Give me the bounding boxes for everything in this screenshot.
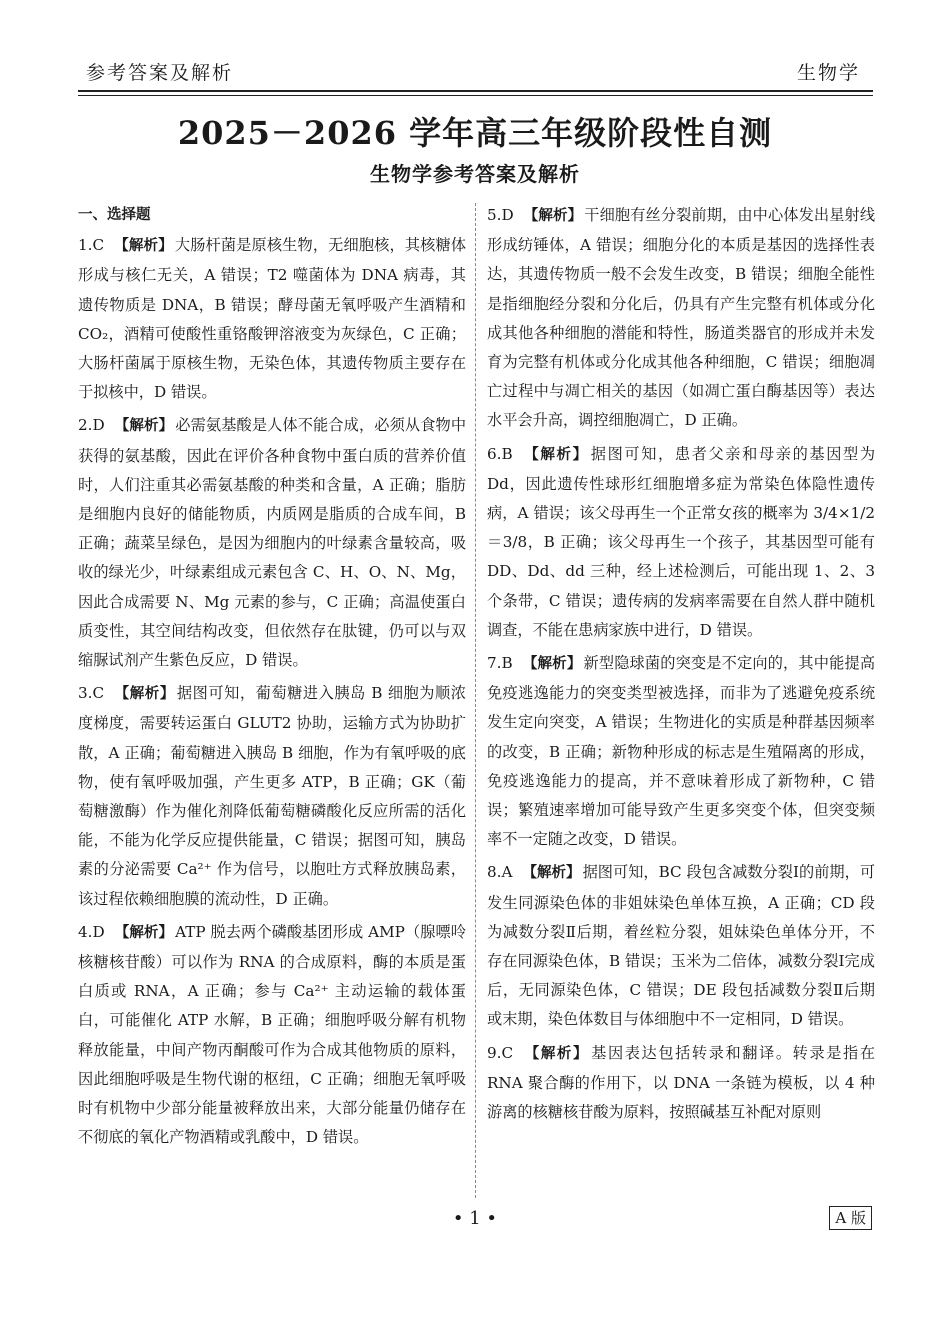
question-number: 8.A [487, 863, 513, 882]
question-number: 4.D [78, 922, 105, 941]
version-badge: A 版 [829, 1206, 872, 1230]
question-text: ATP 脱去两个磷酸基团形成 AMP（腺嘌呤核糖核苷酸）可以作为 RNA 的合成原料，酶的本质是蛋白质或 RNA，A 正确；参与 Ca²⁺ 主动运输的载体蛋白，可能催化 ATP 水解，B 正确；细胞呼吸分解有机物释放能量，中间产物丙酮酸可作为合成其他物质的原料，因此细胞呼吸是生物代谢的枢纽，C 正确；细胞无氧呼吸时有机物中少部分能量被释放出来，大部分能量仍储存在不彻底的氧化产物酒精或乳酸中，D 错误。 [78, 922, 466, 1147]
question-item [487, 1039, 875, 1128]
question-number: 7.B [487, 654, 513, 673]
header-left-label: 参考答案及解析 [86, 62, 234, 84]
analysis-tag: 【解析】 [114, 418, 174, 435]
analysis-tag: 【解析】 [523, 1045, 590, 1062]
header-subject-label: 生物学 [796, 62, 860, 84]
question-text: 干细胞有丝分裂前期，由中心体发出星射线形成纺锤体，A 错误；细胞分化的本质是基因的选择性表达，其遗传物质一般不会发生改变，B 错误；细胞全能性是指细胞经分裂和分化后，仍具有产生完整有机体或分化成其他各种细胞的潜能和特性，肠道类器官的形成并未发育为完整有机体或分化成其他各种细胞，C 错误；细胞凋亡过程中与凋亡相关的基因（如凋亡蛋白酶基因等）表达水平会升高，调控细胞凋亡，D 正确。 [487, 206, 876, 430]
question-text: 据图可知，患者父亲和母亲的基因型为 Dd，因此遗传性球形红细胞增多症为常染色体隐性遗传病，A 错误；该父母再生一个正常女孩的概率为 3/4×1/2＝3/8，B 正确；该父母再生一个孩子，其基因型可能有 DD、Dd、dd 三种，经上述检测后，可能出现 1、2、3 个条带，C 错误；遗传病的发病率需要在自然人群中随机调查，不能在患病家族中进行，D 错误。 [487, 444, 876, 639]
question-item [78, 679, 466, 914]
analysis-tag: 【解析】 [522, 865, 581, 882]
analysis-tag: 【解析】 [114, 924, 174, 941]
question-text: 大肠杆菌是原核生物，无细胞核，其核糖体形成与核仁无关，A 错误；T2 噬菌体为 DNA 病毒，其遗传物质是 DNA，B 错误；酵母菌无氧呼吸产生酒精和 CO₂，酒精可使酸性重铬酸钾溶液变为灰绿色，C 正确；大肠杆菌属于原核生物，无染色体，其遗传物质主要存在于拟核中，D 错误。 [78, 236, 467, 402]
question-item [78, 918, 466, 1153]
question-number: 6.B [487, 444, 513, 463]
page-subtitle: 生物学参考答案及解析 [370, 162, 580, 186]
analysis-tag: 【解析】 [522, 446, 589, 463]
header-rule-thick [78, 90, 873, 92]
question-item [78, 411, 466, 675]
question-number: 5.D [487, 206, 514, 224]
right-column [487, 201, 875, 1131]
question-number: 2.D [78, 416, 105, 435]
left-column [78, 201, 466, 1157]
question-text: 据图可知，BC 段包含减数分裂Ⅰ的前期，可发生同源染色体的非姐妹染色单体互换，A 正确；CD 段为减数分裂Ⅱ后期，着丝粒分裂，姐妹染色单体分开，不存在同源染色体，B 错误；玉米为二倍体，减数分裂Ⅰ完成后，无同源染色体，C 错误；DE 段包括减数分裂Ⅱ后期或末期，染色体数目与体细胞中不一定相同，D 错误。 [487, 863, 876, 1029]
question-item [487, 858, 875, 1034]
question-text: 必需氨基酸是人体不能合成，必须从食物中获得的氨基酸，因此在评价各种食物中蛋白质的营养价值时，人们注重其必需氨基酸的种类和含量，A 正确；脂肪是细胞内良好的储能物质，内质网是脂质的合成车间，B 正确；蔬菜呈绿色，是因为细胞内的叶绿素含量较高，吸收的绿光少，叶绿素组成元素包含 C、H、O、N、Mg，因此合成需要 N、Mg 元素的参与，C 正确；高温使蛋白质变性，其空间结构改变，但依然存在肽键，仍可以与双缩脲试剂产生紫色反应，D 错误。 [78, 416, 467, 670]
analysis-tag: 【解析】 [522, 656, 582, 673]
analysis-tag: 【解析】 [114, 686, 175, 703]
section-heading: 一、选择题 [78, 207, 151, 223]
question-number: 1.C [78, 236, 105, 255]
page-number: • 1 • [452, 1208, 498, 1229]
page-title: 2025－2026 学年高三年级阶段性自测 [177, 114, 773, 152]
question-item [78, 231, 466, 407]
question-number: 3.C [78, 684, 105, 703]
analysis-tag: 【解析】 [114, 238, 173, 255]
question-text: 据图可知，葡萄糖进入胰岛 B 细胞为顺浓度梯度，需要转运蛋白 GLUT2 协助，运输方式为协助扩散，A 正确；葡萄糖进入胰岛 B 细胞，作为有氧呼吸的底物，使有氧呼吸加强，产生更多 ATP，B 正确；GK（葡萄糖激酶）作为催化剂降低葡萄糖磷酸化反应所需的活化能，不能为化学反应提供能量，C 错误；据图可知，胰岛素的分泌需要 Ca²⁺ 作为信号，以胞吐方式释放胰岛素，该过程依赖细胞膜的流动性，D 正确。 [78, 684, 466, 908]
question-item [487, 201, 875, 436]
question-item [487, 649, 875, 854]
header-rule-thin [78, 95, 873, 96]
question-number: 9.C [487, 1043, 514, 1062]
column-divider [475, 203, 476, 1198]
question-item [487, 440, 875, 645]
question-text: 基因表达包括转录和翻译。转录是指在 RNA 聚合酶的作用下，以 DNA 一条链为模板，以 4 种游离的核糖核苷酸为原料，按照碱基互补配对原则 [487, 1043, 876, 1122]
question-text: 新型隐球菌的突变是不定向的，其中能提高免疫逃逸能力的突变类型被选择，而非为了逃避免疫系统发生定向突变，A 错误；生物进化的实质是种群基因频率的改变，B 正确；新物种形成的标志是生殖隔离的形成，免疫逃逸能力的提高，并不意味着形成了新物种，C 错误；繁殖速率增加可能导致产生更多突变个体，但突变频率不一定随之改变，D 错误。 [487, 654, 876, 849]
analysis-tag: 【解析】 [523, 208, 583, 224]
